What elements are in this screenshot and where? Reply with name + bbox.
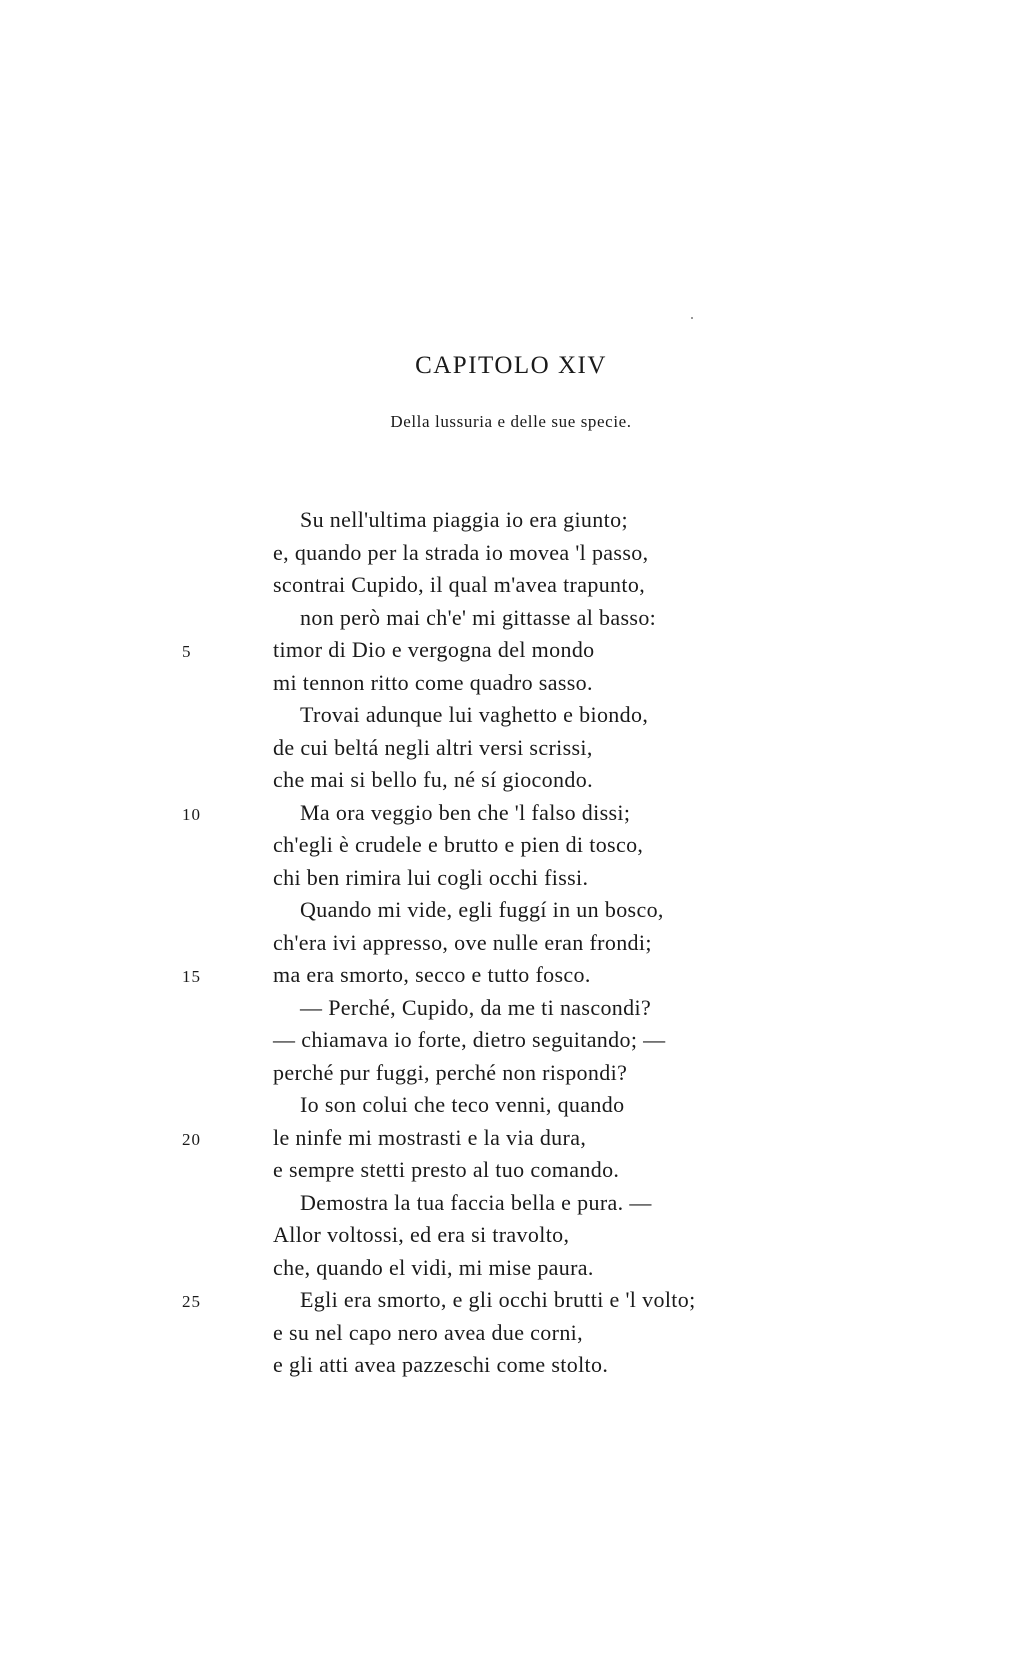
verse-text: — chiamava io forte, dietro seguitando; — bbox=[273, 1027, 666, 1052]
verse-line bbox=[0, 959, 1022, 992]
line-number: 20 bbox=[182, 1129, 201, 1149]
verse-line bbox=[0, 927, 1022, 960]
verse-line bbox=[0, 602, 1022, 635]
verse-text: mi tennon ritto come quadro sasso. bbox=[273, 669, 593, 695]
verse-text: che mai si bello fu, né sí giocondo. bbox=[273, 767, 593, 792]
verse-text: Quando mi vide, egli fuggí in un bosco, bbox=[300, 897, 664, 922]
verse-text: che, quando el vidi, mi mise paura. bbox=[273, 1254, 594, 1280]
chapter-subtitle: Della lussuria e delle sue specie. bbox=[390, 412, 632, 431]
line-number: 25 bbox=[182, 1292, 201, 1311]
verse-line bbox=[0, 634, 1022, 667]
verse-text: Egli era smorto, e gli occhi brutti e 'l volto; bbox=[300, 1287, 696, 1312]
verse-text: ma era smorto, secco e tutto fosco. bbox=[273, 962, 591, 987]
verse-text: de cui beltá negli altri versi scrissi, bbox=[273, 734, 593, 760]
verse-line bbox=[0, 1349, 1022, 1382]
verse-text: non però mai ch'e' mi gittasse al basso: bbox=[300, 604, 657, 630]
verse-line bbox=[0, 569, 1022, 602]
line-number: 5 bbox=[182, 642, 192, 661]
verse-line bbox=[0, 537, 1022, 570]
verse-text: Io son colui che teco venni, quando bbox=[300, 1092, 625, 1117]
verse-line bbox=[0, 667, 1022, 700]
verse-line bbox=[0, 1317, 1022, 1350]
verse-line bbox=[0, 1219, 1022, 1252]
verse-text: ch'era ivi appresso, ove nulle eran frondi; bbox=[273, 929, 652, 955]
verse-text: Trovai adunque lui vaghetto e biondo, bbox=[300, 702, 649, 727]
verse-line bbox=[0, 894, 1022, 927]
verse-line bbox=[0, 1252, 1022, 1285]
verse-text: Ma ora veggio ben che 'l falso dissi; bbox=[300, 799, 631, 825]
verse-text: e sempre stetti presto al tuo comando. bbox=[273, 1157, 620, 1182]
verse-text: chi ben rimira lui cogli occhi fissi. bbox=[273, 864, 589, 890]
verse-text: Su nell'ultima piaggia io era giunto; bbox=[300, 507, 628, 532]
verse-text: timor di Dio e vergogna del mondo bbox=[273, 637, 595, 662]
verse-line bbox=[0, 1024, 1022, 1057]
verse-text: e su nel capo nero avea due corni, bbox=[273, 1319, 583, 1345]
verse-text: scontrai Cupido, il qual m'avea trapunto, bbox=[273, 572, 646, 597]
verse-text: e gli atti avea pazzeschi come stolto. bbox=[273, 1352, 609, 1377]
verse-line bbox=[0, 1187, 1022, 1220]
chapter-title: CAPITOLO XIV bbox=[415, 352, 607, 379]
verse-text: perché pur fuggi, perché non rispondi? bbox=[273, 1059, 628, 1085]
verse-line bbox=[0, 732, 1022, 765]
verse-line bbox=[0, 699, 1022, 732]
verse-line bbox=[0, 1284, 1022, 1317]
verse-line bbox=[0, 797, 1022, 830]
verse-line bbox=[0, 862, 1022, 895]
verse-line bbox=[0, 1154, 1022, 1187]
verse-line bbox=[0, 829, 1022, 862]
line-number: 15 bbox=[182, 967, 201, 986]
verse-text: Demostra la tua faccia bella e pura. — bbox=[300, 1189, 652, 1215]
ink-speck bbox=[691, 317, 693, 319]
verse-line bbox=[0, 1089, 1022, 1122]
verse-text: ch'egli è crudele e brutto e pien di tosco, bbox=[273, 832, 644, 857]
verse-line bbox=[0, 1057, 1022, 1090]
verse-line bbox=[0, 764, 1022, 797]
verse-line bbox=[0, 992, 1022, 1025]
verse-line bbox=[0, 1122, 1022, 1155]
poem bbox=[0, 504, 1022, 1382]
verse-line bbox=[0, 504, 1022, 537]
verse-text: le ninfe mi mostrasti e la via dura, bbox=[273, 1124, 587, 1150]
verse-text: Allor voltossi, ed era si travolto, bbox=[273, 1222, 570, 1247]
line-number: 10 bbox=[182, 804, 201, 824]
verse-text: — Perché, Cupido, da me ti nascondi? bbox=[300, 994, 652, 1020]
verse-text: e, quando per la strada io movea 'l passo, bbox=[273, 539, 649, 565]
